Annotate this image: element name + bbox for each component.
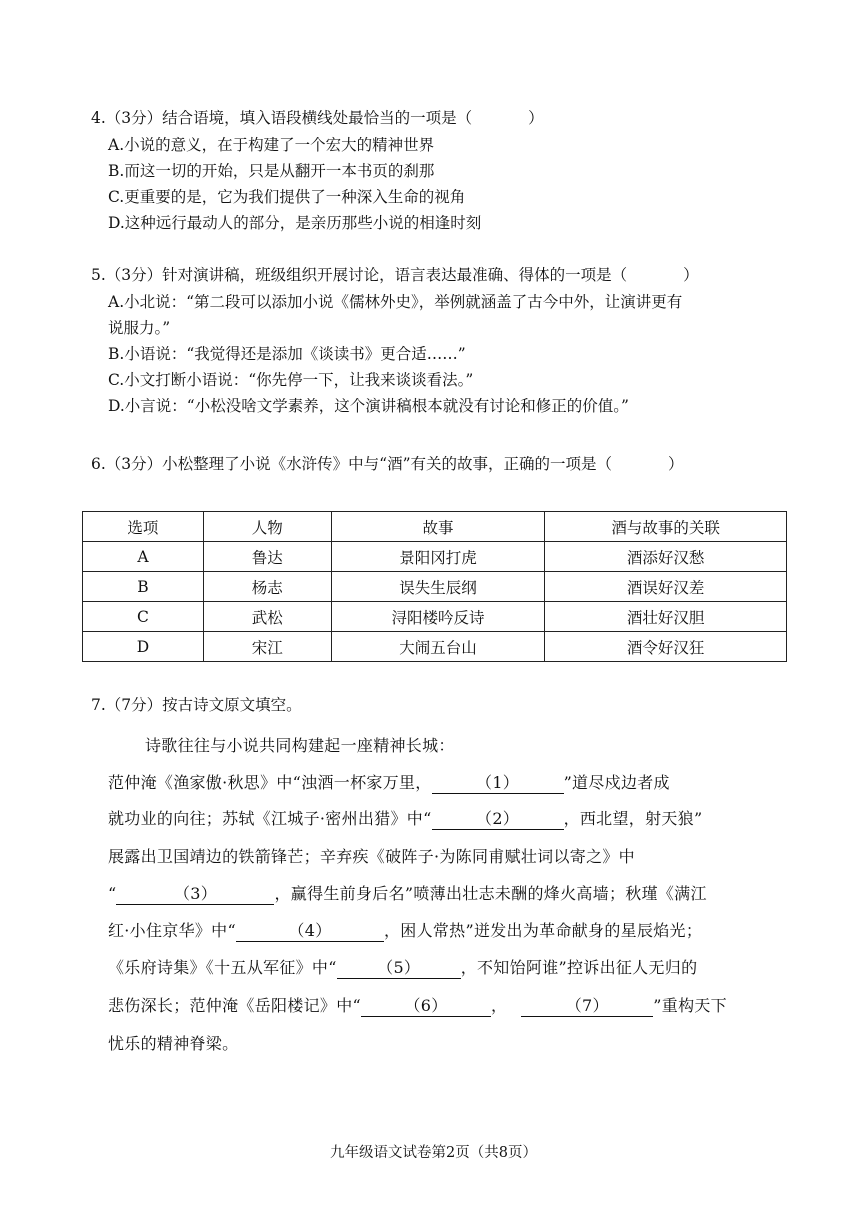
table-cell: 酒壮好汉胆	[545, 602, 787, 632]
table-cell: 浔阳楼吟反诗	[331, 602, 545, 632]
table-cell: 酒添好汉愁	[545, 542, 787, 572]
blank-7[interactable]: （7）	[521, 996, 653, 1017]
table-row	[83, 602, 787, 632]
q7-line-7: 悲伤深长；范仲淹《岳阳楼记》中“ （6） ， （7） ”重构天下	[108, 996, 727, 1015]
q7-line-5: 红·小住京华》中“ （4） ，困人常热”迸发出为革命献身的星辰焰光；	[108, 921, 703, 940]
table-cell: 武松	[203, 602, 331, 632]
table-cell: A	[83, 542, 204, 572]
q4-option-c: C.更重要的是，它为我们提供了一种深入生命的视角	[108, 188, 466, 206]
table-cell: C	[83, 602, 204, 632]
table-cell: 酒误好汉差	[545, 572, 787, 602]
table-row	[83, 542, 787, 572]
page-footer: 九年级语文试卷第2页（共8页）	[330, 1145, 537, 1161]
table-header-cell: 故事	[331, 512, 545, 542]
q7-line-2: 就功业的向往；苏轼《江城子·密州出猎》中“ （2） ，西北望，射天狼”	[108, 809, 703, 828]
q4-option-d: D.这种远行最动人的部分，是亲历那些小说的相逢时刻	[108, 214, 482, 232]
q5-option-d: D.小言说：“小松没啥文学素养，这个演讲稿根本就没有讨论和修正的价值。”	[108, 397, 629, 415]
table-row	[83, 572, 787, 602]
blank-2[interactable]: （2）	[432, 809, 564, 830]
table-cell: 杨志	[203, 572, 331, 602]
q7-intro: 诗歌往往与小说共同构建起一座精神长城：	[145, 736, 455, 755]
q7-stem: 7.（7分）按古诗文原文填空。	[91, 696, 302, 714]
q5-option-c: C.小文打断小语说：“你先停一下，让我来谈谈看法。”	[108, 371, 474, 389]
q5-option-b: B.小语说：“我觉得还是添加《谈读书》更合适……”	[108, 345, 466, 363]
table-cell: 酒令好汉狂	[545, 632, 787, 662]
table-cell: 大闹五台山	[331, 632, 545, 662]
table-cell: 景阳冈打虎	[331, 542, 545, 572]
table-row	[83, 632, 787, 662]
table-cell: 误失生辰纲	[331, 572, 545, 602]
q7-line-6: 《乐府诗集》《十五从军征》中“ （5） ，不知饴阿谁”控诉出征人无归的	[108, 958, 698, 977]
q7-line-1: 范仲淹《渔家傲·秋思》中“浊酒一杯家万里， （1） ”道尽戍边者成	[108, 773, 670, 792]
table-cell: D	[83, 632, 204, 662]
table-header-cell: 选项	[83, 512, 204, 542]
table-header-cell: 酒与故事的关联	[545, 512, 787, 542]
blank-4[interactable]: （4）	[236, 921, 384, 942]
table-header-cell: 人物	[203, 512, 331, 542]
q7-line-4: “ （3） ，赢得生前身后名”喷薄出壮志未酬的烽火高墙；秋瑾《满江	[108, 884, 707, 903]
q4-option-a: A.小说的意义，在于构建了一个宏大的精神世界	[108, 136, 435, 154]
table-cell: 鲁达	[203, 542, 331, 572]
blank-5[interactable]: （5）	[337, 958, 461, 979]
q7-line-8: 忧乐的精神脊梁。	[108, 1034, 239, 1053]
table-header-row	[83, 512, 787, 542]
table-cell: B	[83, 572, 204, 602]
table-cell: 宋江	[203, 632, 331, 662]
q4-stem: 4.（3分）结合语境，填入语段横线处最恰当的一项是（ ）	[91, 109, 544, 127]
q6-stem: 6.（3分）小松整理了小说《水浒传》中与“酒”有关的故事，正确的一项是（ ）	[91, 455, 684, 473]
q5-option-a-line1: A.小北说：“第二段可以添加小说《儒林外史》，举例就涵盖了古今中外，让演讲更有	[108, 293, 683, 311]
blank-1[interactable]: （1）	[432, 773, 564, 794]
q7-line-3: 展露出卫国靖边的铁箭锋芒；辛弃疾《破阵子·为陈同甫赋壮词以寄之》中	[108, 847, 635, 866]
q5-option-a-line2: 说服力。”	[108, 319, 171, 337]
q6-table	[82, 511, 787, 662]
blank-6[interactable]: （6）	[361, 996, 491, 1017]
q4-option-b: B.而这一切的开始，只是从翻开一本书页的刹那	[108, 162, 435, 180]
q5-stem: 5.（3分）针对演讲稿，班级组织开展讨论，语言表达最准确、得体的一项是（ ）	[91, 266, 699, 284]
blank-3[interactable]: （3）	[116, 884, 274, 905]
